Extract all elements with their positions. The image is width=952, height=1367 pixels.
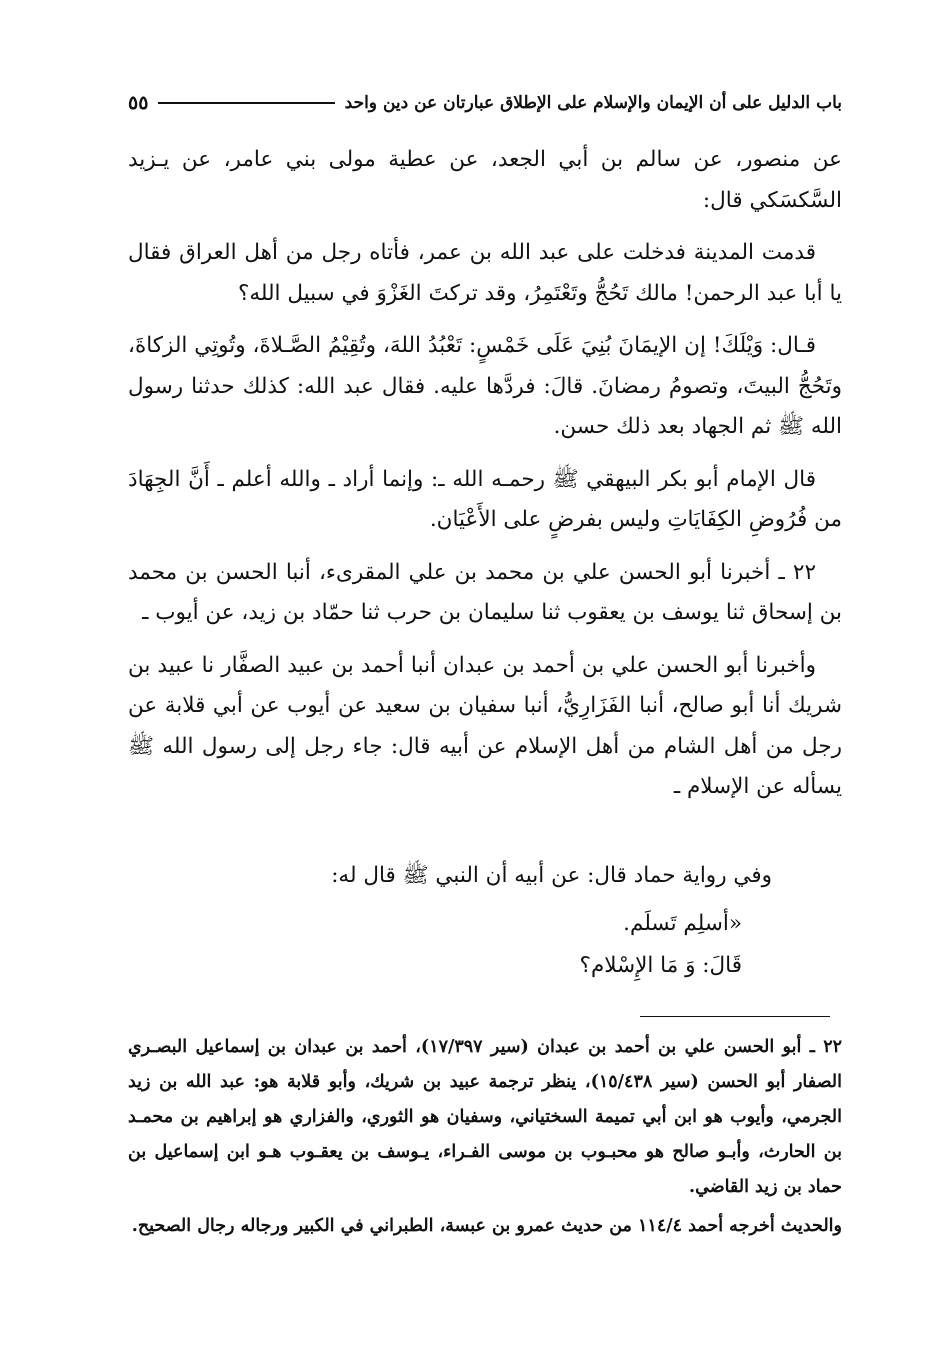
paragraph: عن منصور، عن سالم بن أبي الجعد، عن عطية مولى بني عامر، عن يـزيد السَّكسَكي قال: [128,147,842,213]
footnote: ٢٢ ـ أبو الحسن علي بن أحمد بن عبدان (سير ١٧/٣٩٧)، أحمد بن عبدان بن إسماعيل البصـري الصفار أبو الحسن (سير ١٥/٤٣٨)، ينظر ترجمة عبيد بن شريك، وأبو قلابة هو: عبد الله بن زيد الجرمي، وأيوب هو ابن أبي تميمة السختياني، وسفيان هو الثوري، والفزاري هو إبراهيم بن محمـد بن الحارث، وأبـو صالح هو محبـوب بن موسى الفـراء، يـوسف بن يعقـوب هـو ابن إسماعيل بن حماد بن زيد القاضي. [128,1037,842,1197]
header-rule [158,102,334,104]
footnote-separator [640,1016,830,1017]
paragraph: وأخبرنا أبو الحسن علي بن أحمد بن عبدان أنبا أحمد بن عبيد الصفَّار نا عبيد بن شريك أنا أبو صالح، أنبا الفَزَارِيُّ، أنبا سفيان بن سعيد عن أيوب عن أبي قلابة عن رجل من أهل الشام من أهل الإسلام عن أبيه قال: جاء رجل إلى رسول الله ﷺ يسأله عن الإسلام ـ [128,652,842,799]
footnote: والحديث أخرجه أحمد ١١٤/٤ من حديث عمرو بن عبسة، الطبراني في الكبير ورجاله رجال الصحيح. [131,1216,842,1236]
main-text [128,140,842,820]
paragraph: قدمت المدينة فدخلت على عبد الله بن عمر، فأتاه رجل من أهل العراق فقال يا أبا عبد الرحمن! مالك تَحُجُّ وتَعْتَمِرُ، وقد تركتَ الغَزْوَ في سبيل الله؟ [128,240,842,306]
quote-line: قَالَ: وَ مَا الإِسْلام؟ [579,953,742,978]
quote-intro-line: وفي رواية حماد قال: عن أبيه أن النبي ﷺ قال له: [331,863,772,888]
page-number: ٥٥ [128,92,149,114]
page-header [128,88,842,118]
footnotes [128,1030,842,1248]
paragraph: قـال: وَيْلَكَ! إن الإيمَانَ بُنِيَ عَلَى خَمْسٍ: تَعْبُدُ اللهَ، وتُقِيْمُ الصَّـلاةَ، وتُوتِي الزكاةَ، وتَحُجُّ البيتَ، وتصومُ رمضانَ. قالَ: فردَّها عليه. فقال عبد الله: كذلك حدثنا رسول الله ﷺ ثم الجهاد بعد ذلك حسن. [128,333,842,439]
paragraph: قال الإمام أبو بكر البيهقي ﷺ رحمـه الله ـ: وإنما أراد ـ والله أعلم ـ أَنَّ الجِهَادَ من فُرُوضِ الكِفَايَاتِ وليس بفرضٍ على الأَعْيَان. [128,466,842,532]
hadith-22-paragraph: ٢٢ ـ أخبرنا أبو الحسن علي بن محمد بن علي المقرىء، أنبا الحسن بن محمد بن إسحاق ثنا يوسف بن يعقوب ثنا سليمان بن حرب ثنا حمّاد بن زيد، عن أيوب ـ [128,559,842,625]
running-title: باب الدليل على أن الإيمان والإسلام على الإطلاق عبارتان عن دين واحد [344,93,842,113]
quote-line: «أسلِم تَسلَم. [623,911,742,936]
